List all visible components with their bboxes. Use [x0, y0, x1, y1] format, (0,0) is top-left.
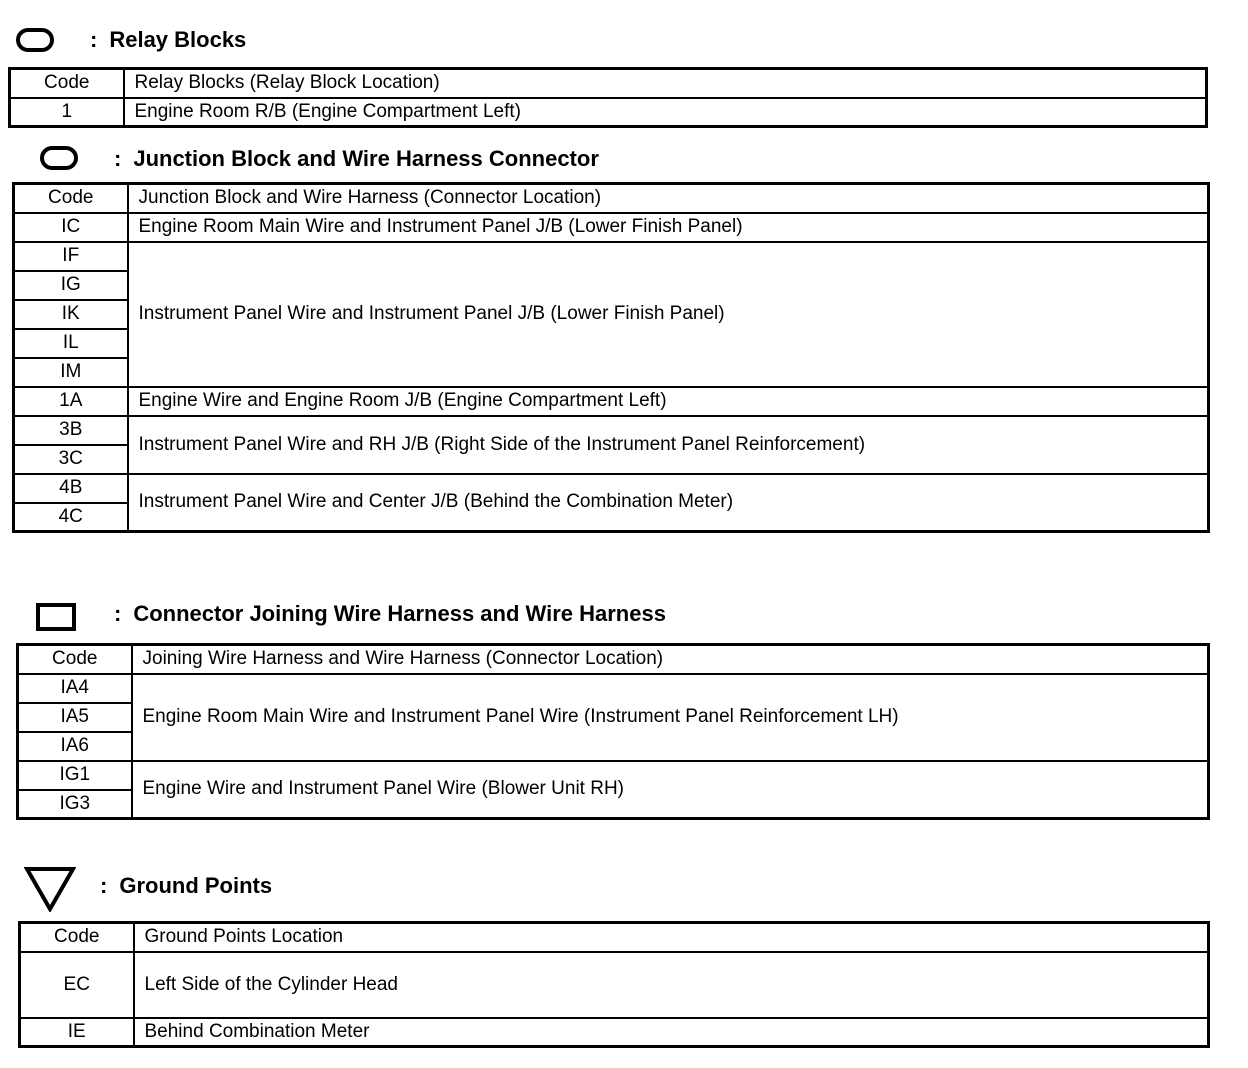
table-header-row: [14, 184, 1209, 213]
code-cell: 3C: [14, 445, 128, 474]
code-cell: EC: [20, 952, 134, 1018]
location-cell: Engine Wire and Instrument Panel Wire (Blower Unit RH): [132, 761, 1209, 819]
table-header-row: [10, 69, 1207, 98]
location-cell: Instrument Panel Wire and Center J/B (Behind the Combination Meter): [128, 474, 1209, 532]
junction-block-heading: : Junction Block and Wire Harness Connector: [114, 146, 599, 171]
table-row: [14, 387, 1209, 416]
ground-points-title: Ground Points: [119, 873, 273, 898]
table-row: [18, 674, 1209, 703]
rectangle-symbol-icon: [36, 603, 76, 636]
location-cell: Instrument Panel Wire and Instrument Panel J/B (Lower Finish Panel): [128, 242, 1209, 387]
code-cell: IA6: [18, 732, 132, 761]
code-cell: IG1: [18, 761, 132, 790]
code-cell: IG: [14, 271, 128, 300]
table-row: [14, 474, 1209, 503]
connector-joining-table: [16, 643, 1210, 820]
table-row: [14, 242, 1209, 271]
location-header: Ground Points Location: [134, 923, 1209, 952]
relay-blocks-heading: : Relay Blocks: [90, 27, 247, 52]
rounded-rect-symbol-icon: [16, 28, 54, 57]
ground-points-table: [18, 921, 1210, 1048]
table-row: [10, 98, 1207, 127]
location-cell: Engine Room R/B (Engine Compartment Left): [124, 98, 1207, 127]
location-cell: Engine Room Main Wire and Instrument Panel J/B (Lower Finish Panel): [128, 213, 1209, 242]
code-header: Code: [10, 69, 124, 98]
relay-blocks-table: [8, 67, 1208, 128]
code-header: Code: [18, 645, 132, 674]
connector-joining-heading: : Connector Joining Wire Harness and Wire Harness: [114, 601, 666, 626]
code-cell: 3B: [14, 416, 128, 445]
code-cell: IA4: [18, 674, 132, 703]
table-row: [20, 1018, 1209, 1047]
code-cell: IM: [14, 358, 128, 387]
location-cell: Left Side of the Cylinder Head: [134, 952, 1209, 1018]
code-cell: IK: [14, 300, 128, 329]
location-cell: Engine Wire and Engine Room J/B (Engine Compartment Left): [128, 387, 1209, 416]
triangle-down-symbol-icon: [24, 866, 76, 917]
junction-block-table: [12, 182, 1210, 533]
code-cell: 4B: [14, 474, 128, 503]
code-header: Code: [14, 184, 128, 213]
ground-points-heading: : Ground Points: [100, 873, 273, 898]
table-row: [20, 952, 1209, 1018]
code-header: Code: [20, 923, 134, 952]
location-cell: Instrument Panel Wire and RH J/B (Right Side of the Instrument Panel Reinforcement): [128, 416, 1209, 474]
table-row: [14, 213, 1209, 242]
location-cell: Behind Combination Meter: [134, 1018, 1209, 1047]
location-header: Junction Block and Wire Harness (Connector Location): [128, 184, 1209, 213]
junction-block-title: Junction Block and Wire Harness Connector: [133, 146, 599, 171]
rounded-rect-symbol-icon: [40, 146, 78, 175]
location-header: Relay Blocks (Relay Block Location): [124, 69, 1207, 98]
code-cell: IE: [20, 1018, 134, 1047]
code-cell: IF: [14, 242, 128, 271]
table-header-row: [18, 645, 1209, 674]
table-row: [18, 761, 1209, 790]
table-row: [14, 416, 1209, 445]
code-cell: 4C: [14, 503, 128, 532]
connector-joining-title: Connector Joining Wire Harness and Wire Harness: [133, 601, 666, 626]
code-cell: IA5: [18, 703, 132, 732]
table-header-row: [20, 923, 1209, 952]
code-cell: 1: [10, 98, 124, 127]
location-cell: Engine Room Main Wire and Instrument Panel Wire (Instrument Panel Reinforcement LH): [132, 674, 1209, 761]
code-cell: IC: [14, 213, 128, 242]
relay-blocks-title: Relay Blocks: [109, 27, 247, 52]
code-cell: 1A: [14, 387, 128, 416]
code-cell: IL: [14, 329, 128, 358]
location-header: Joining Wire Harness and Wire Harness (Connector Location): [132, 645, 1209, 674]
code-cell: IG3: [18, 790, 132, 819]
